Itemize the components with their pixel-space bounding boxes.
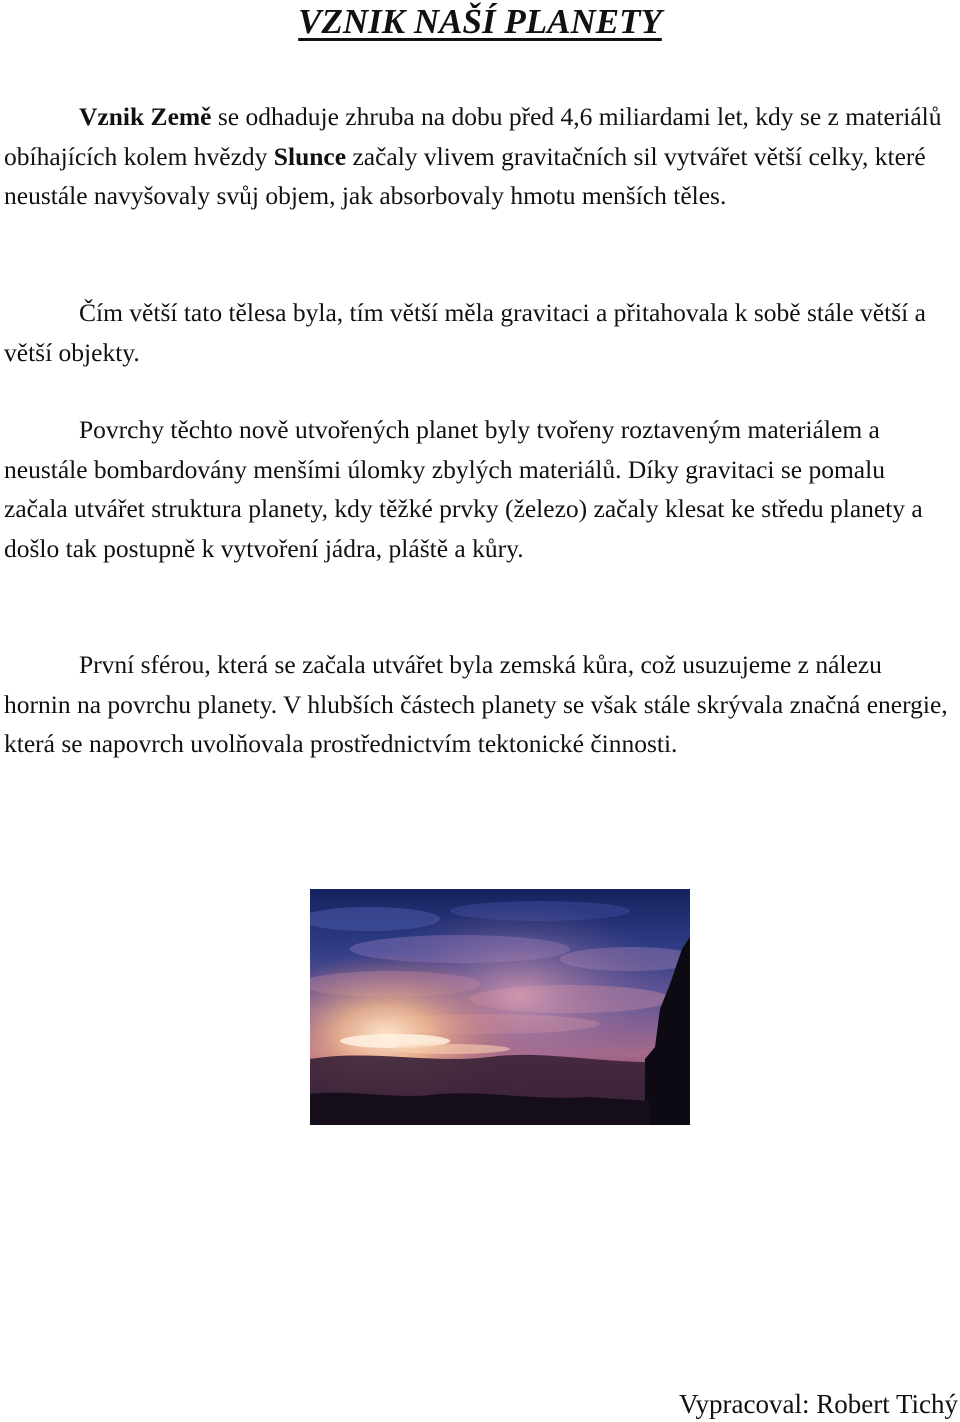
page-title: VZNIK NAŠÍ PLANETY (298, 2, 662, 41)
author-credit: Vypracoval: Robert Tichý (679, 1389, 958, 1419)
paragraph-1-text-b: začaly vlivem gravitačních sil vytvářet větší celky, které neustále navyšovaly svůj objem, jak absorbovaly hmotu menších těles. (4, 141, 926, 210)
bold-term-vznik-zeme: Vznik Země (79, 102, 212, 131)
paragraph-2: Čím větší tato tělesa byla, tím větší měla gravitaci a přitahovala k sobě stále větší a větší objekty. (4, 298, 926, 367)
sunset-sky-image (310, 889, 690, 1125)
paragraph-4: První sférou, která se začala utvářet byla zemská kůra, což usuzujeme z nálezu hornin na povrchu planety. V hlubších částech planety se však stále skrývala značná energie, která se napovrch uvolňovala prostřednictvím tektonické činnosti. (4, 650, 948, 758)
paragraph-3: Povrchy těchto nově utvořených planet byly tvořeny roztaveným materiálem a neustále bombardovány menšími úlomky zbylých materiálů. Díky gravitaci se pomalu začala utvářet struktura planety, kdy těžké prvky (železo) začaly klesat ke středu planety a došlo tak postupně k vytvoření jádra, pláště a kůry. (4, 415, 923, 563)
bold-term-slunce: Slunce (273, 141, 347, 171)
sunset-sky-photo (310, 889, 690, 1125)
paragraph-1 (4, 97, 952, 216)
paragraph-1-text-a: se odhaduje zhruba na dobu před 4,6 miliardami let, kdy se z materiálů obíhajících kolem hvězdy (4, 102, 942, 171)
